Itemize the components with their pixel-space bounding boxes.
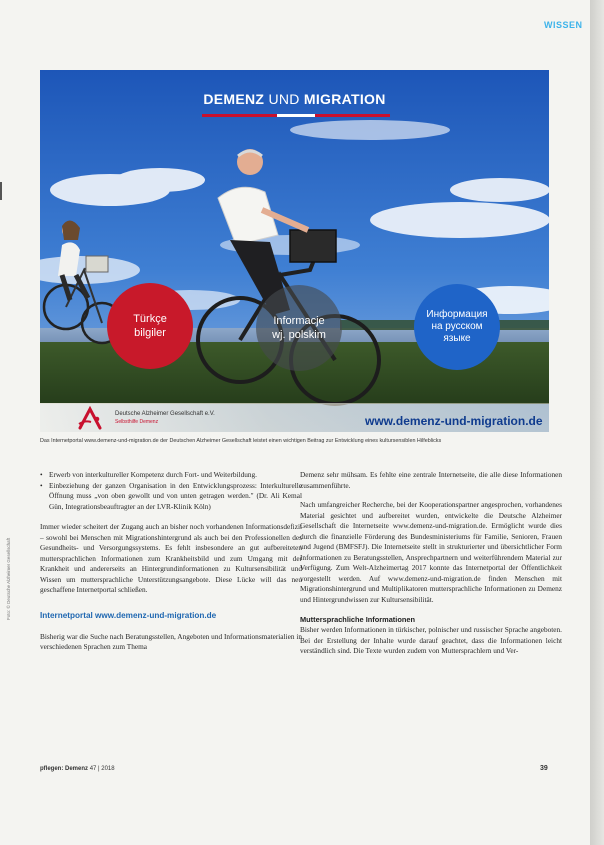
article-column-right (300, 470, 562, 666)
alzheimer-society-logo-icon (77, 406, 105, 430)
bubble-line: языке (443, 333, 471, 344)
bubble-line: wj. polskim (272, 329, 326, 341)
ad-title (40, 91, 549, 107)
bubble-line: на русском (431, 321, 483, 332)
binding-mark (0, 182, 2, 200)
ad-title-part-3: MIGRATION (303, 91, 386, 107)
ad-title-underline (202, 114, 390, 117)
article-column-left (40, 470, 302, 662)
bubble-line: Informacje (273, 315, 325, 327)
image-caption: Das Internetportal www.demenz-und-migration.de der Deutschen Alzheimer Gesellschaft leistet einen wichtigen Beitrag zur Entwicklung eines kultursensiblen Hilfeblicks (40, 438, 442, 444)
russian-info-bubble[interactable] (414, 284, 500, 370)
ad-title-part-1: DEMENZ (203, 91, 265, 107)
advertisement (40, 70, 549, 432)
ad-title-part-2: UND (264, 91, 304, 107)
ad-photo (40, 70, 549, 432)
organization-name: Deutsche Alzheimer Gesellschaft e.V. (115, 411, 215, 417)
photo-credit: Foto: © Deutsche Alzheimer Gesellschaft (6, 537, 11, 620)
bubble-line: Информация (426, 309, 488, 320)
body-paragraph: Nach umfangreicher Recherche, bei der Kooperationspartner angesprochen, vorhandenes Material gesichtet und aufbereitet wurden, entwickelte die Deutsche Alzheimer Gesellschaft die Internetseite www.demenz-und-migration.de. Ermöglicht wurde dies durch die finanzielle Förderung des Bundesministeriums für Familie, Senioren, Frauen und Jugend (BMFSFJ). Die Internetseite stellt in strukturierter und übersichtlicher Form Informationen zu Beratungsstellen, Ansprechpartnern und weiterführendem Material zur Verfügung. Zum Welt-Alzheimertag 2017 konnte das Internetportal der Öffentlichkeit vorgestellt werden. Auf www.demenz-und-migration.de finden Menschen mit Migrationshintergrund und Multiplikatoren muttersprachliche Informationen zu Demenz und Hintergrundwissen zur Kultursensibilität. (300, 500, 562, 605)
ad-url-link[interactable]: www.demenz-und-migration.de (365, 414, 543, 428)
bullet-list (40, 470, 302, 512)
bullet-item: • Erwerb von interkultureller Kompetenz durch Fort- und Weiterbildung. (40, 470, 302, 481)
organization-subtitle: Selbsthilfe Demenz (115, 419, 159, 425)
polish-info-bubble[interactable] (256, 285, 342, 371)
page-number: 39 (540, 765, 548, 772)
page-edge-shadow (590, 0, 604, 845)
section-tag: WISSEN (544, 20, 583, 30)
section-subheading: Internetportal www.demenz-und-migration.de (40, 611, 217, 621)
magazine-footer (40, 766, 115, 772)
bubble-line: Türkçe (133, 313, 167, 325)
bubble-line: bilgiler (134, 327, 166, 339)
body-paragraph: Bisherig war die Suche nach Beratungsstellen, Angeboten und Informationsmaterialien in verschiedenen Sprachen zum Thema (40, 631, 302, 652)
body-paragraph: Immer wieder scheitert der Zugang auch an bisher noch vorhandenen Informationsdefizit – sowohl bei Menschen mit Migrationshintergrund als auch bei den Professionellen des Gesundheits- und Versorgungssystems. Es fehlt insbesondere an gut aufbereiteten muttersprachlichen Informationen zum Krankheitsbild und zum Umgang mit der Krankheit und andererseits an Hintergrundinformationen zu Kultursensibilität und Wissen um muttersprachliche Unterstützungsangebote. Diese Lücke will das neu geschaffene Internetportal schließen. (40, 522, 302, 595)
bullet-item: • Einbeziehung der ganzen Organisation in den Entwicklungsprozess: Interkulturelle Öffnung muss „von oben gewollt und von unten getragen werden." (Dr. Ali Kemal Gün, Integrationsbeauftragter an der LVR-Klinik Köln) (40, 481, 302, 513)
magazine-title: pflegen: Demenz (40, 766, 89, 772)
magazine-issue: 47 | 2018 (89, 766, 115, 772)
body-paragraph: Bisher werden Informationen in türkischer, polnischer und russischer Sprache angeboten. Bei der Erstellung der Inhalte wurde darauf geachtet, dass die Informationen leicht verständlich sind. Die Texte wurden zudem von Muttersprachlern und Ver- (300, 625, 562, 656)
turkish-info-bubble[interactable] (107, 283, 193, 369)
section-subheading: Muttersprachliche Informationen (300, 614, 415, 624)
body-paragraph: Demenz sehr mühsam. Es fehlte eine zentrale Internetseite, die alle diese Informationen zusammenführte. (300, 470, 562, 490)
